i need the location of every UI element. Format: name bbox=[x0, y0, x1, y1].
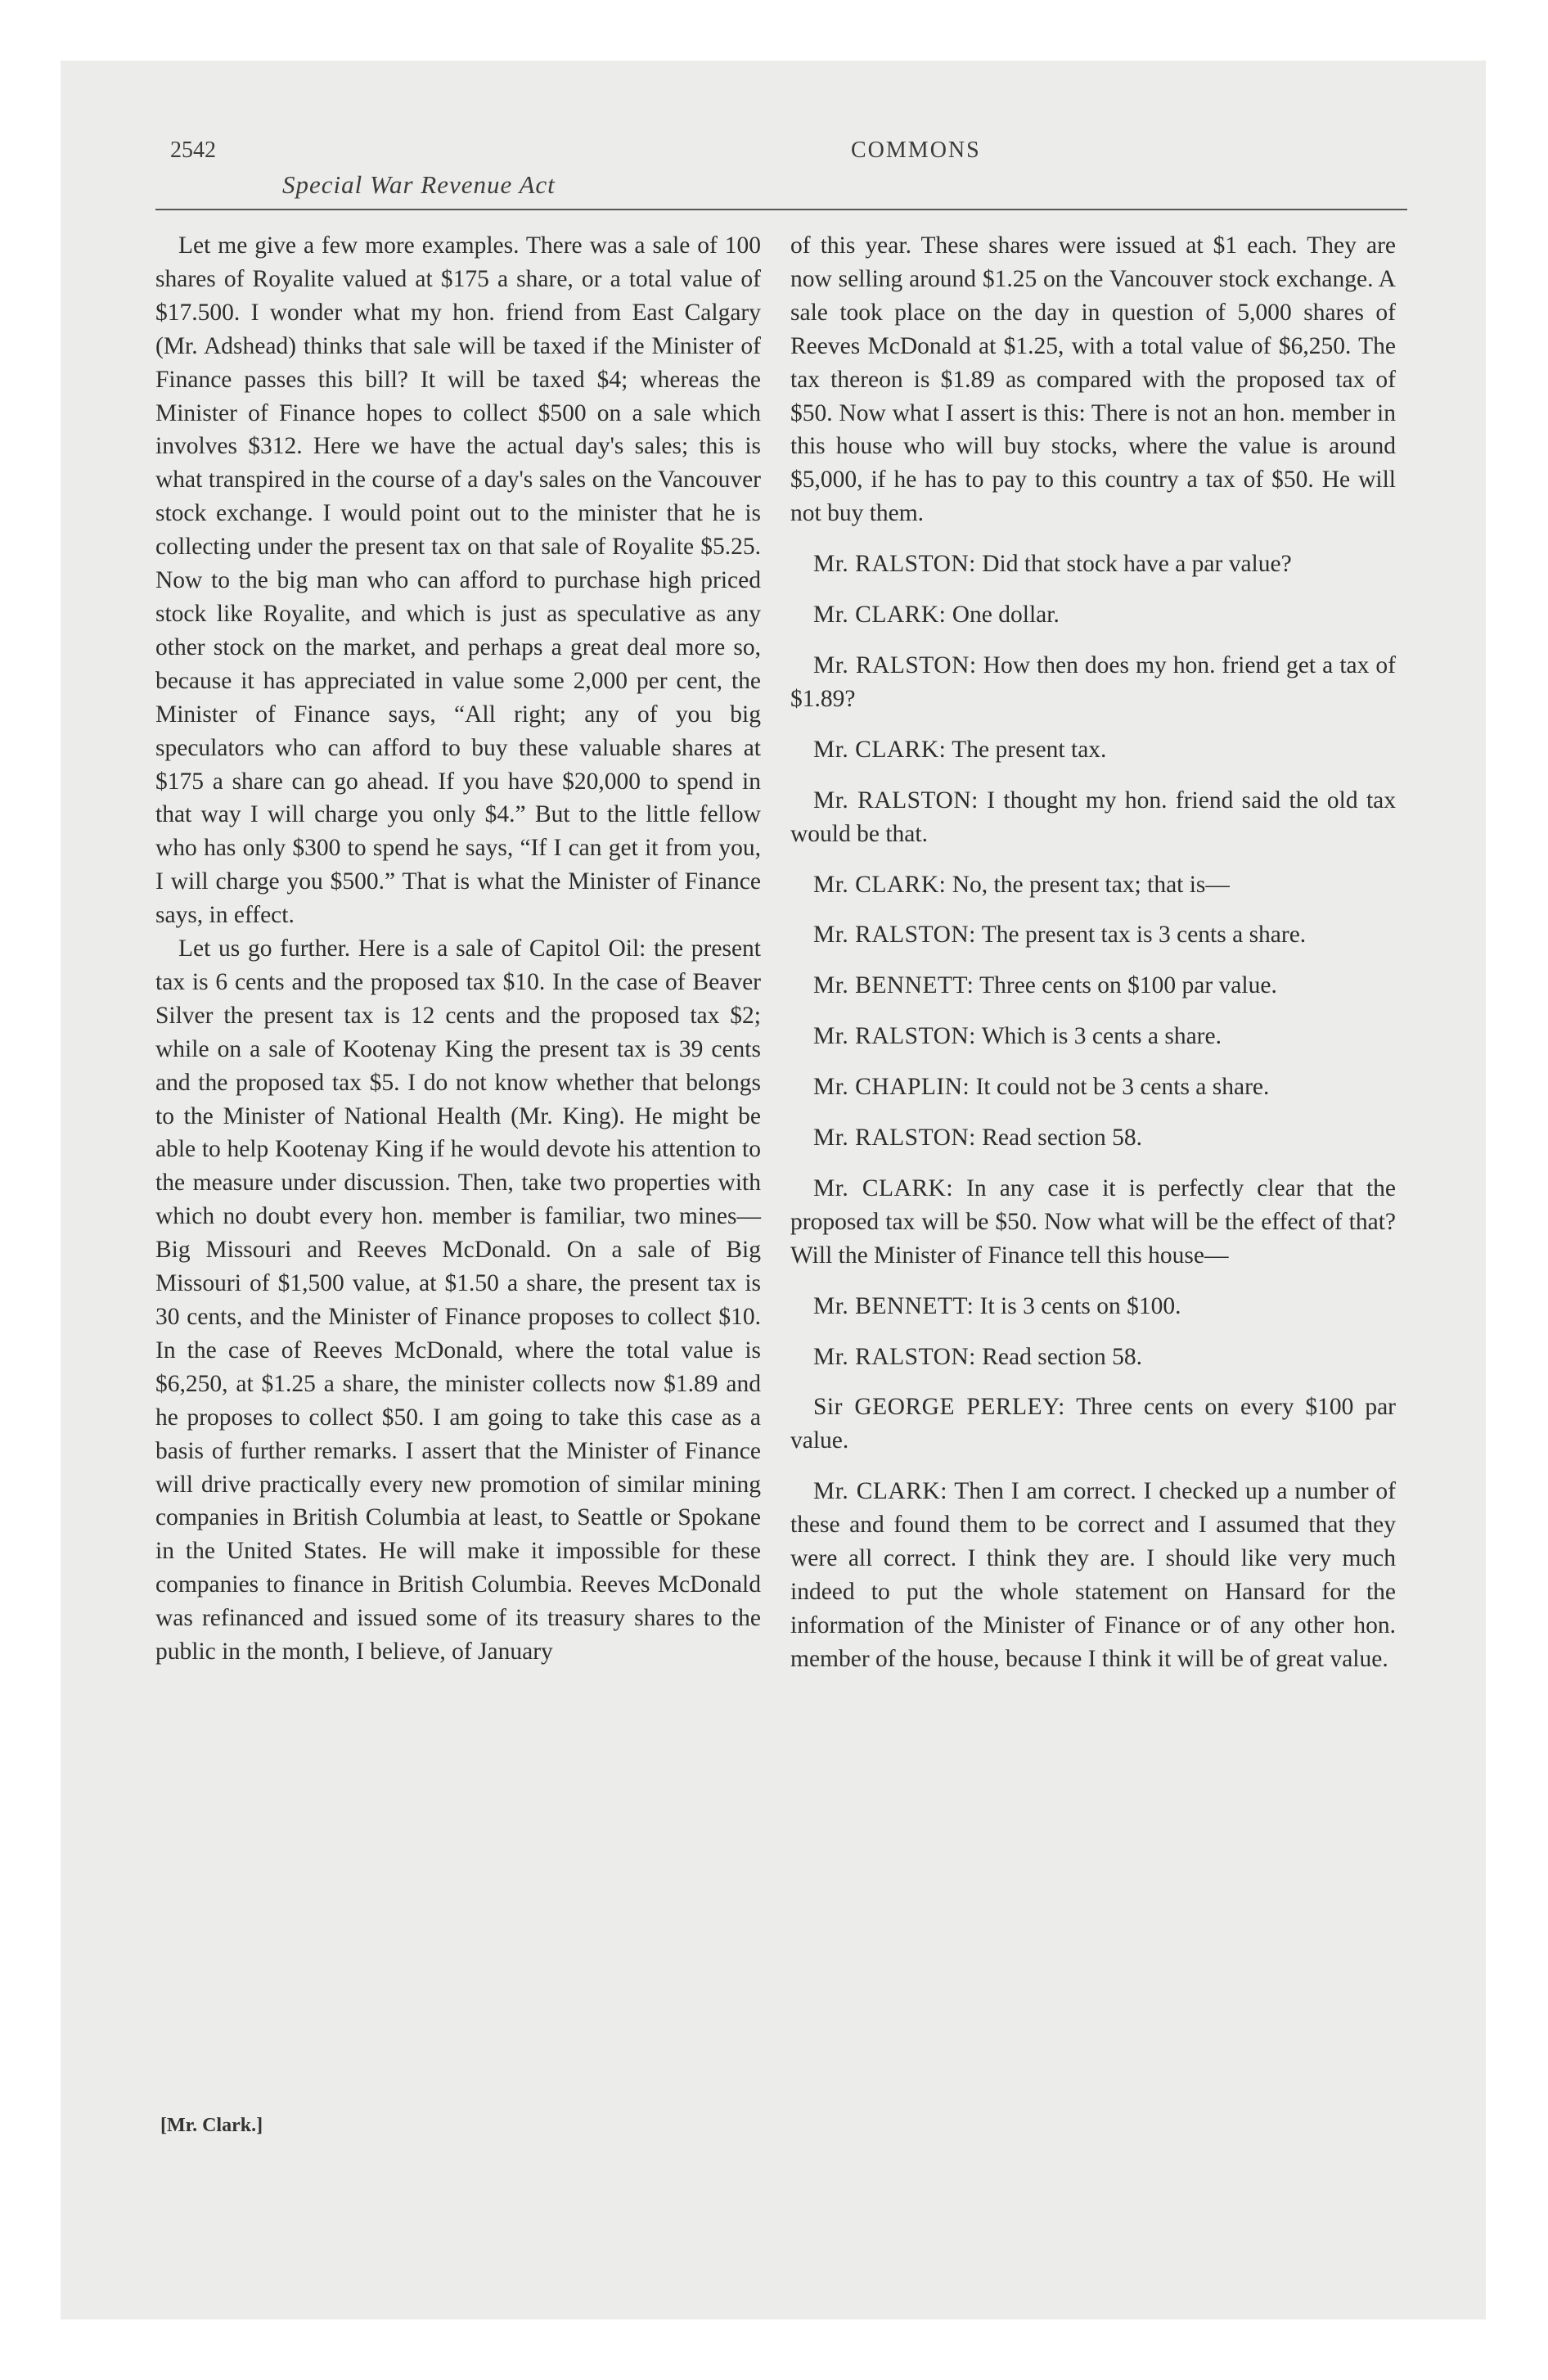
page-number: 2542 bbox=[170, 137, 216, 163]
exchange bbox=[790, 969, 1396, 1003]
page-header bbox=[155, 131, 1407, 213]
speech: How then does my hon. friend get a tax of $1.89? bbox=[790, 651, 1396, 712]
speaker: Mr. BENNETT: bbox=[813, 972, 974, 999]
exchange bbox=[790, 733, 1396, 767]
exchange bbox=[790, 868, 1396, 902]
speech: It could not be 3 cents a share. bbox=[970, 1074, 1270, 1101]
footer-speaker-note: [Mr. Clark.] bbox=[160, 2115, 263, 2136]
speech: The present tax is 3 cents a share. bbox=[975, 922, 1307, 949]
speech: The present tax. bbox=[946, 736, 1107, 763]
exchange bbox=[790, 918, 1396, 952]
paragraph-text: of this year. These shares were issued at $1 each. They are now selling around $1.25 on the Vancouver stock exchange. A sale took place on the day in question of 5,000 shares of Reeves McDonald at $1.25, with a total value of $6,250. The tax thereon is $1.89 as compared with the proposed tax of $50. Now what I assert is this: There is not an hon. member in this house who will buy stocks, where the value is around $5,000, if he has to pay to this country a tax of $50. He will not buy them. bbox=[790, 232, 1396, 527]
speech: I thought my hon. friend said the old tax would be that. bbox=[790, 787, 1397, 847]
speech: One dollar. bbox=[946, 602, 1060, 629]
exchange bbox=[790, 784, 1396, 851]
speech: Did that stock have a par value? bbox=[975, 551, 1292, 578]
speaker: Mr. RALSTON: bbox=[813, 1343, 976, 1370]
speech: It is 3 cents on $100. bbox=[974, 1292, 1181, 1319]
exchange bbox=[790, 649, 1396, 716]
exchange bbox=[790, 1172, 1396, 1273]
exchange bbox=[790, 1290, 1396, 1323]
speaker: Mr. CLARK: bbox=[813, 736, 947, 763]
exchange bbox=[790, 1020, 1396, 1053]
speaker: Mr. CLARK: bbox=[813, 871, 947, 898]
paragraph: Let us go further. Here is a sale of Capitol Oil: the present tax is 6 cents and the proposed tax $10. In the case of Beaver Silver the present tax is 12 cents and the proposed tax $2; while on a sale of Kootenay King the present tax is 39 cents and the proposed tax $5. I do not know whether that belongs to the Minister of National Health (Mr. King). He might be able to help Kootenay King if he would devote his attention to the measure under discussion. Then, take two properties with which no doubt every hon. member is familiar, two mines—Big Missouri and Reeves McDonald. On a sale of Big Missouri of $1,500 value, at $1.50 a share, the present tax is 30 cents, and the Minister of Finance proposes to collect $10. In the case of Reeves McDonald, where the total value is $6,250, at $1.25 a share, the minister collects now $1.89 and he proposes to collect $50. I am going to take this case as a basis of further remarks. I assert that the Minister of Finance will drive practically every new promotion of similar mining companies in British Columbia at least, to Seattle or Spokane in the United States. He will make it impossible for these companies to finance in British Columbia. Reeves McDonald was refinanced and issued some of its treasury shares to the public in the month, I believe, of January bbox=[155, 935, 761, 1666]
speech: In any case it is perfectly clear that the proposed tax will be $50. Now what will be the effect of that? Will the Minister of Finance tell this house— bbox=[790, 1174, 1396, 1269]
exchange bbox=[790, 1341, 1396, 1374]
speaker: Mr. CLARK: bbox=[813, 1478, 947, 1505]
paragraph bbox=[790, 229, 1396, 530]
speaker: Mr. CHAPLIN: bbox=[813, 1074, 970, 1101]
running-title: COMMONS bbox=[851, 137, 981, 163]
speech: Three cents on every $100 par value. bbox=[790, 1394, 1396, 1454]
exchange bbox=[790, 1475, 1396, 1675]
exchange bbox=[790, 1071, 1396, 1104]
paragraph: Let me give a few more examples. There was a sale of 100 shares of Royalite valued at $175 a share, or a total value of $17.500. I wonder what my hon. friend from East Calgary (Mr. Adshead) thinks that sale will be taxed if the Minister of Finance passes this bill? It will be taxed $4; whereas the Minister of Finance hopes to collect $500 on a sale which involves $312. Here we have the actual day's sales; this is what transpired in the course of a day's sales on the Vancouver stock exchange. I would point out to the minister that he is collecting under the present tax on that sale of Royalite $5.25. Now to the big man who can afford to purchase high priced stock like Royalite, and which is just as speculative as any other stock on the market, and perhaps a great deal more so, because it has appreciated in value some 2,000 per cent, the Minister of Finance says, “All right; any of you big speculators who can afford to buy these valuable shares at $175 a share can go ahead. If you have $20,000 to spend in that way I will charge you only $4.” But to the little fellow who has only $300 to spend he says, “If I can get it from you, I will charge you $500.” That is what the Minister of Finance says, in effect. bbox=[155, 232, 761, 929]
speaker: Mr. BENNETT: bbox=[813, 1292, 974, 1319]
speaker: Mr. RALSTON: bbox=[813, 1125, 976, 1152]
exchange bbox=[790, 548, 1396, 581]
speaker: Mr. RALSTON: bbox=[813, 787, 979, 814]
speech: Which is 3 cents a share. bbox=[975, 1023, 1222, 1050]
exchange bbox=[790, 1391, 1396, 1458]
speech: No, the present tax; that is— bbox=[946, 871, 1230, 898]
exchange bbox=[790, 598, 1396, 632]
speech: Read section 58. bbox=[975, 1343, 1143, 1370]
left-column bbox=[155, 229, 761, 1669]
speech: Then I am correct. I checked up a number of these and found them to be correct and I assumed that they were all correct. I think they are. I should like very much indeed to put the whole statement on Hansard for the information of the Minister of Finance or of any other hon. member of the house, because I think it will be of great value. bbox=[790, 1478, 1397, 1672]
speaker: Mr. RALSTON: bbox=[813, 922, 976, 949]
right-column bbox=[790, 229, 1396, 1693]
speech: Three cents on $100 par value. bbox=[974, 972, 1277, 999]
speech: Read section 58. bbox=[975, 1125, 1143, 1152]
speaker: Sir GEORGE PERLEY: bbox=[813, 1394, 1065, 1421]
header-rule bbox=[155, 209, 1407, 210]
speaker: Mr. CLARK: bbox=[813, 602, 947, 629]
section-title: Special War Revenue Act bbox=[282, 170, 556, 199]
speaker: Mr. RALSTON: bbox=[813, 1023, 976, 1050]
speaker: Mr. RALSTON: bbox=[813, 651, 977, 678]
speaker: Mr. CLARK: bbox=[813, 1174, 954, 1201]
speaker: Mr. RALSTON: bbox=[813, 551, 976, 578]
exchange bbox=[790, 1121, 1396, 1155]
